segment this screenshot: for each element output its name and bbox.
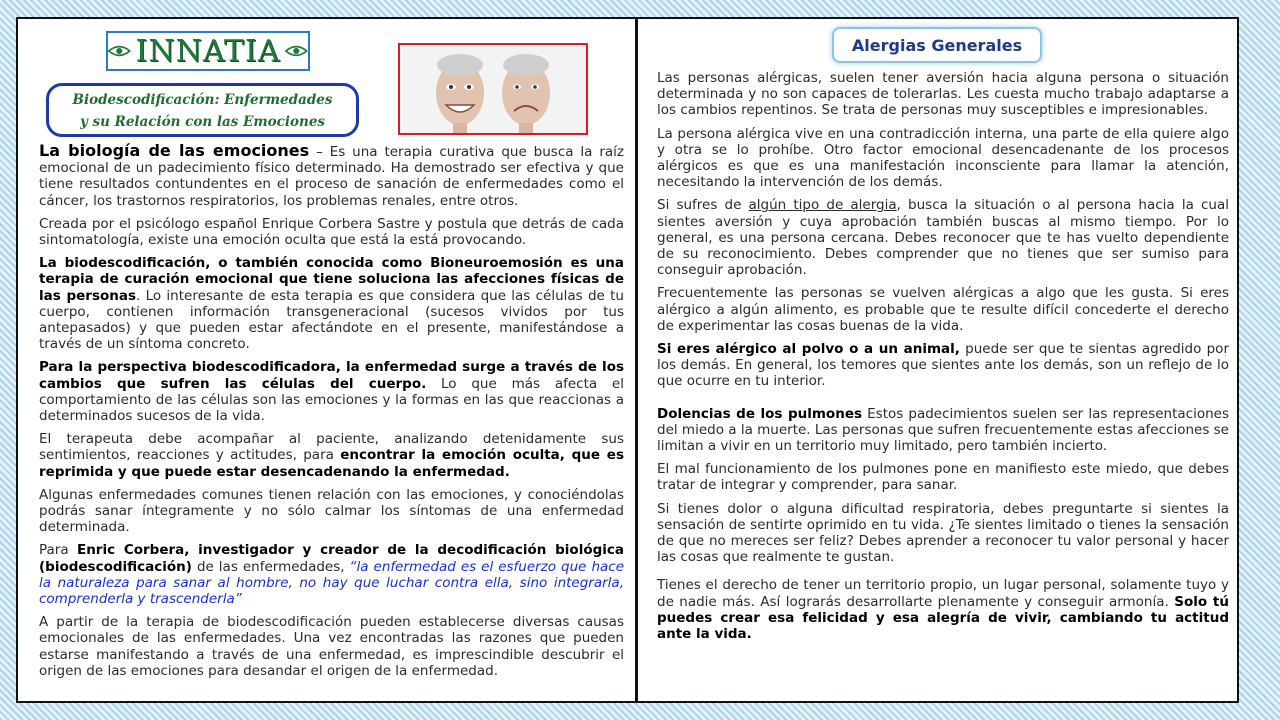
- logo-text: INNATIA: [135, 33, 281, 69]
- eye-left-icon: [108, 43, 131, 59]
- subtitle-line-1: Biodescodificación: Enfermedades: [72, 92, 333, 108]
- paragraph-quote: Para Enric Corbera, investigador y creador de la decodificación biológica (biodescodificación) de las enfermedades, “la enfermedad es el esfuerzo que hace la naturaleza para sanar al hombre, no hay que luchar contra ella, sino integrarla, comprenderla y trascenderla”: [39, 542, 625, 608]
- paragraph-allergic-people: Las personas alérgicas, suelen tener aversión hacia alguna persona o situación determinada y no son capaces de tolerarlas. Les cuesta mucho trabajo adaptarse a los cambios repentinos. Se trata de personas muy susceptibles e impresionables.: [657, 70, 1229, 119]
- paragraph-territory: Tienes el derecho de tener un territorio propio, un lugar personal, solamente tuyo y de nadie más. Así lograrás desarrollarte plenamente y conseguir armonía. Solo tú puedes crear esa felicidad y esa alegría de vivir, cambiando tu actitud ante la vida.: [657, 577, 1229, 643]
- article-subtitle: [46, 83, 359, 137]
- two-faces-photo: [398, 43, 588, 135]
- paragraph-common-diseases: Algunas enfermedades comunes tienen relación con las emociones, y conociéndolas podrás sanar íntegramente y no sólo calmar los síntomas de una enfermedad determinada.: [39, 486, 624, 536]
- corbera-quote: “la enfermedad es el esfuerzo que hace la naturaleza para sanar al hombre, no hay que luchar contra ella, sino integrarla, comprenderla y trascenderla”: [39, 558, 624, 608]
- document-page: [16, 17, 1239, 703]
- paragraph-breathing: Si tienes dolor o alguna dificultad respiratoria, debes preguntarte si sientes la sensación de sentirte oprimido en tu vida. ¿Te sientes limitado o tienes la sensación de que no mereces ser feliz? Debes aprender a reconocer tu valor personal y hacer las cosas que realmente te gustan.: [657, 500, 1229, 566]
- right-article-body: [657, 70, 1229, 649]
- paragraph-therapist: El terapeuta debe acompañar al paciente, analizando detenidamente sus sentimientos, reacciones y actitudes, para encontrar la emoción oculta, que es reprimida y que puede estar desencadenando la enfermedad.: [39, 431, 624, 480]
- column-divider: [635, 19, 638, 701]
- paragraph-contradiction: La persona alérgica vive en una contradicción interna, una parte de ella quiere algo y otra se lo prohíbe. Otro factor emocional desencadenante de los procesos alérgicos es que es una manifestación inconsciente para llamar la atención, necesitando la intervención de los demás.: [657, 125, 1229, 191]
- left-article-body: [39, 143, 624, 686]
- paragraph-aversion: Si sufres de algún tipo de alergia, busca la situación o al persona hacia la cual sientes aversión y cuya aprobación también buscas al mismo tiempo. Por lo general, es una persona cercana. Debes reconocer que te has vuelto dependiente de su reconocimiento. Debes comprender que no tienes que ser sumiso para conseguir aprobación.: [657, 197, 1229, 279]
- paragraph-dust-allergy: Si eres alérgico al polvo o a un animal, puede ser que te sientas agredido por los demás. En general, los temores que sientes ante los demás, son un reflejo de lo que ocurre en tu interior.: [657, 341, 1229, 390]
- subtitle-line-2: y su Relación con las Emociones: [79, 114, 326, 130]
- paragraph-creator: Creada por el psicólogo español Enrique Corbera Sastre y postula que detrás de cada sintomatología, existe una emoción oculta que está la está provocando.: [39, 215, 624, 249]
- paragraph-conclusion: A partir de la terapia de biodescodificación pueden establecerse diversas causas emocionales de las enfermedades. Una vez encontradas las razones que pueden estarse manifestando a través de una enfermedad, es imprescindible descubrir el origen de las emociones para desandar el origen de la enfermedad.: [39, 614, 624, 679]
- section-title: Alergias Generales: [832, 27, 1042, 63]
- paragraph-lungs: Dolencias de los pulmones Estos padecimientos suelen ser las representaciones del miedo a la muerte. Las personas que sufren frecuentemente estas afecciones se limitan a vivir en un territorio muy limitado, pero también incierto.: [657, 405, 1229, 455]
- allergy-link[interactable]: algún tipo de alergia: [748, 197, 897, 214]
- paragraph-definition: La biodescodificación, o también conocida como Bioneuroemosión es una terapia de curación emocional que tiene soluciona las afecciones físicas de las personas. Lo interesante de esta terapia es que considera que las células de tu cuerpo, contienen información transgeneracional (sucesos vividos por tus antepasados) y que pueden estar afectándote en el presente, manifestándose a través de un síntoma concreto.: [39, 255, 624, 353]
- paragraph-lung-function: El mal funcionamiento de los pulmones pone en manifiesto este miedo, que debes tratar de integrar y comprender, para sanar.: [657, 461, 1229, 494]
- innatia-logo: [106, 31, 310, 71]
- intro-heading: La biología de las emociones: [39, 141, 310, 160]
- eye-right-icon: [285, 43, 308, 59]
- faces-illustration: [400, 45, 586, 133]
- paragraph-intro: La biología de las emociones – Es una terapia curativa que busca la raíz emocional de un padecimiento físico determinado. Ha demostrado ser efectiva y que tiene resultados contundentes en el proceso de sanación de enfermedades como el cáncer, los trastornos respiratorios, los problemas renales, entre otros.: [39, 141, 624, 209]
- paragraph-food-allergy: Frecuentemente las personas se vuelven alérgicas a algo que les gusta. Si eres alérgico a algún alimento, es probable que te resulte difícil concederte el derecho de experimentar las cosas buenas de la vida.: [657, 285, 1229, 334]
- paragraph-perspective: Para la perspectiva biodescodificadora, la enfermedad surge a través de los cambios que sufren las células del cuerpo. Lo que más afecta el comportamiento de las células son las emociones y la formas en las que reaccionas a determinados sucesos de la vida.: [39, 359, 624, 425]
